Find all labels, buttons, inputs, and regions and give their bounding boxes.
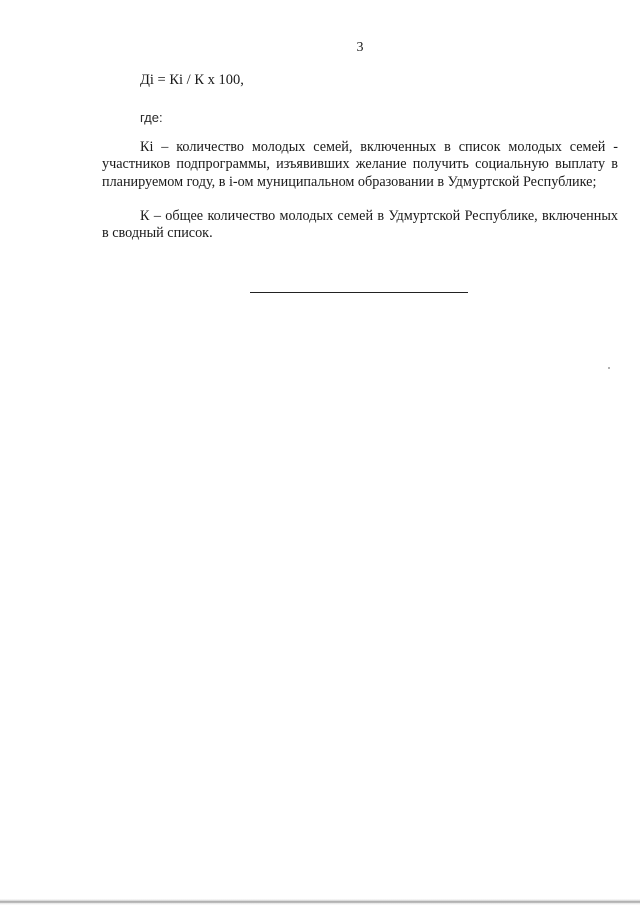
scan-speck	[608, 367, 610, 369]
definition-k: К – общее количество молодых семей в Удмуртской Республике, включенных в сводный список.	[102, 208, 618, 242]
formula: Дi = Кi / К х 100,	[140, 72, 244, 88]
definition-ki: Кi – количество молодых семей, включенных в список молодых семей - участников подпрограммы, изъявивших желание получить социальную выплату в планируемом году, в i-ом муниципальном образовании в Удмуртской Республике;	[102, 139, 618, 190]
scan-bottom-edge	[0, 899, 640, 905]
end-divider	[250, 292, 468, 293]
page-number: 3	[356, 40, 364, 55]
where-label: где:	[140, 110, 163, 125]
